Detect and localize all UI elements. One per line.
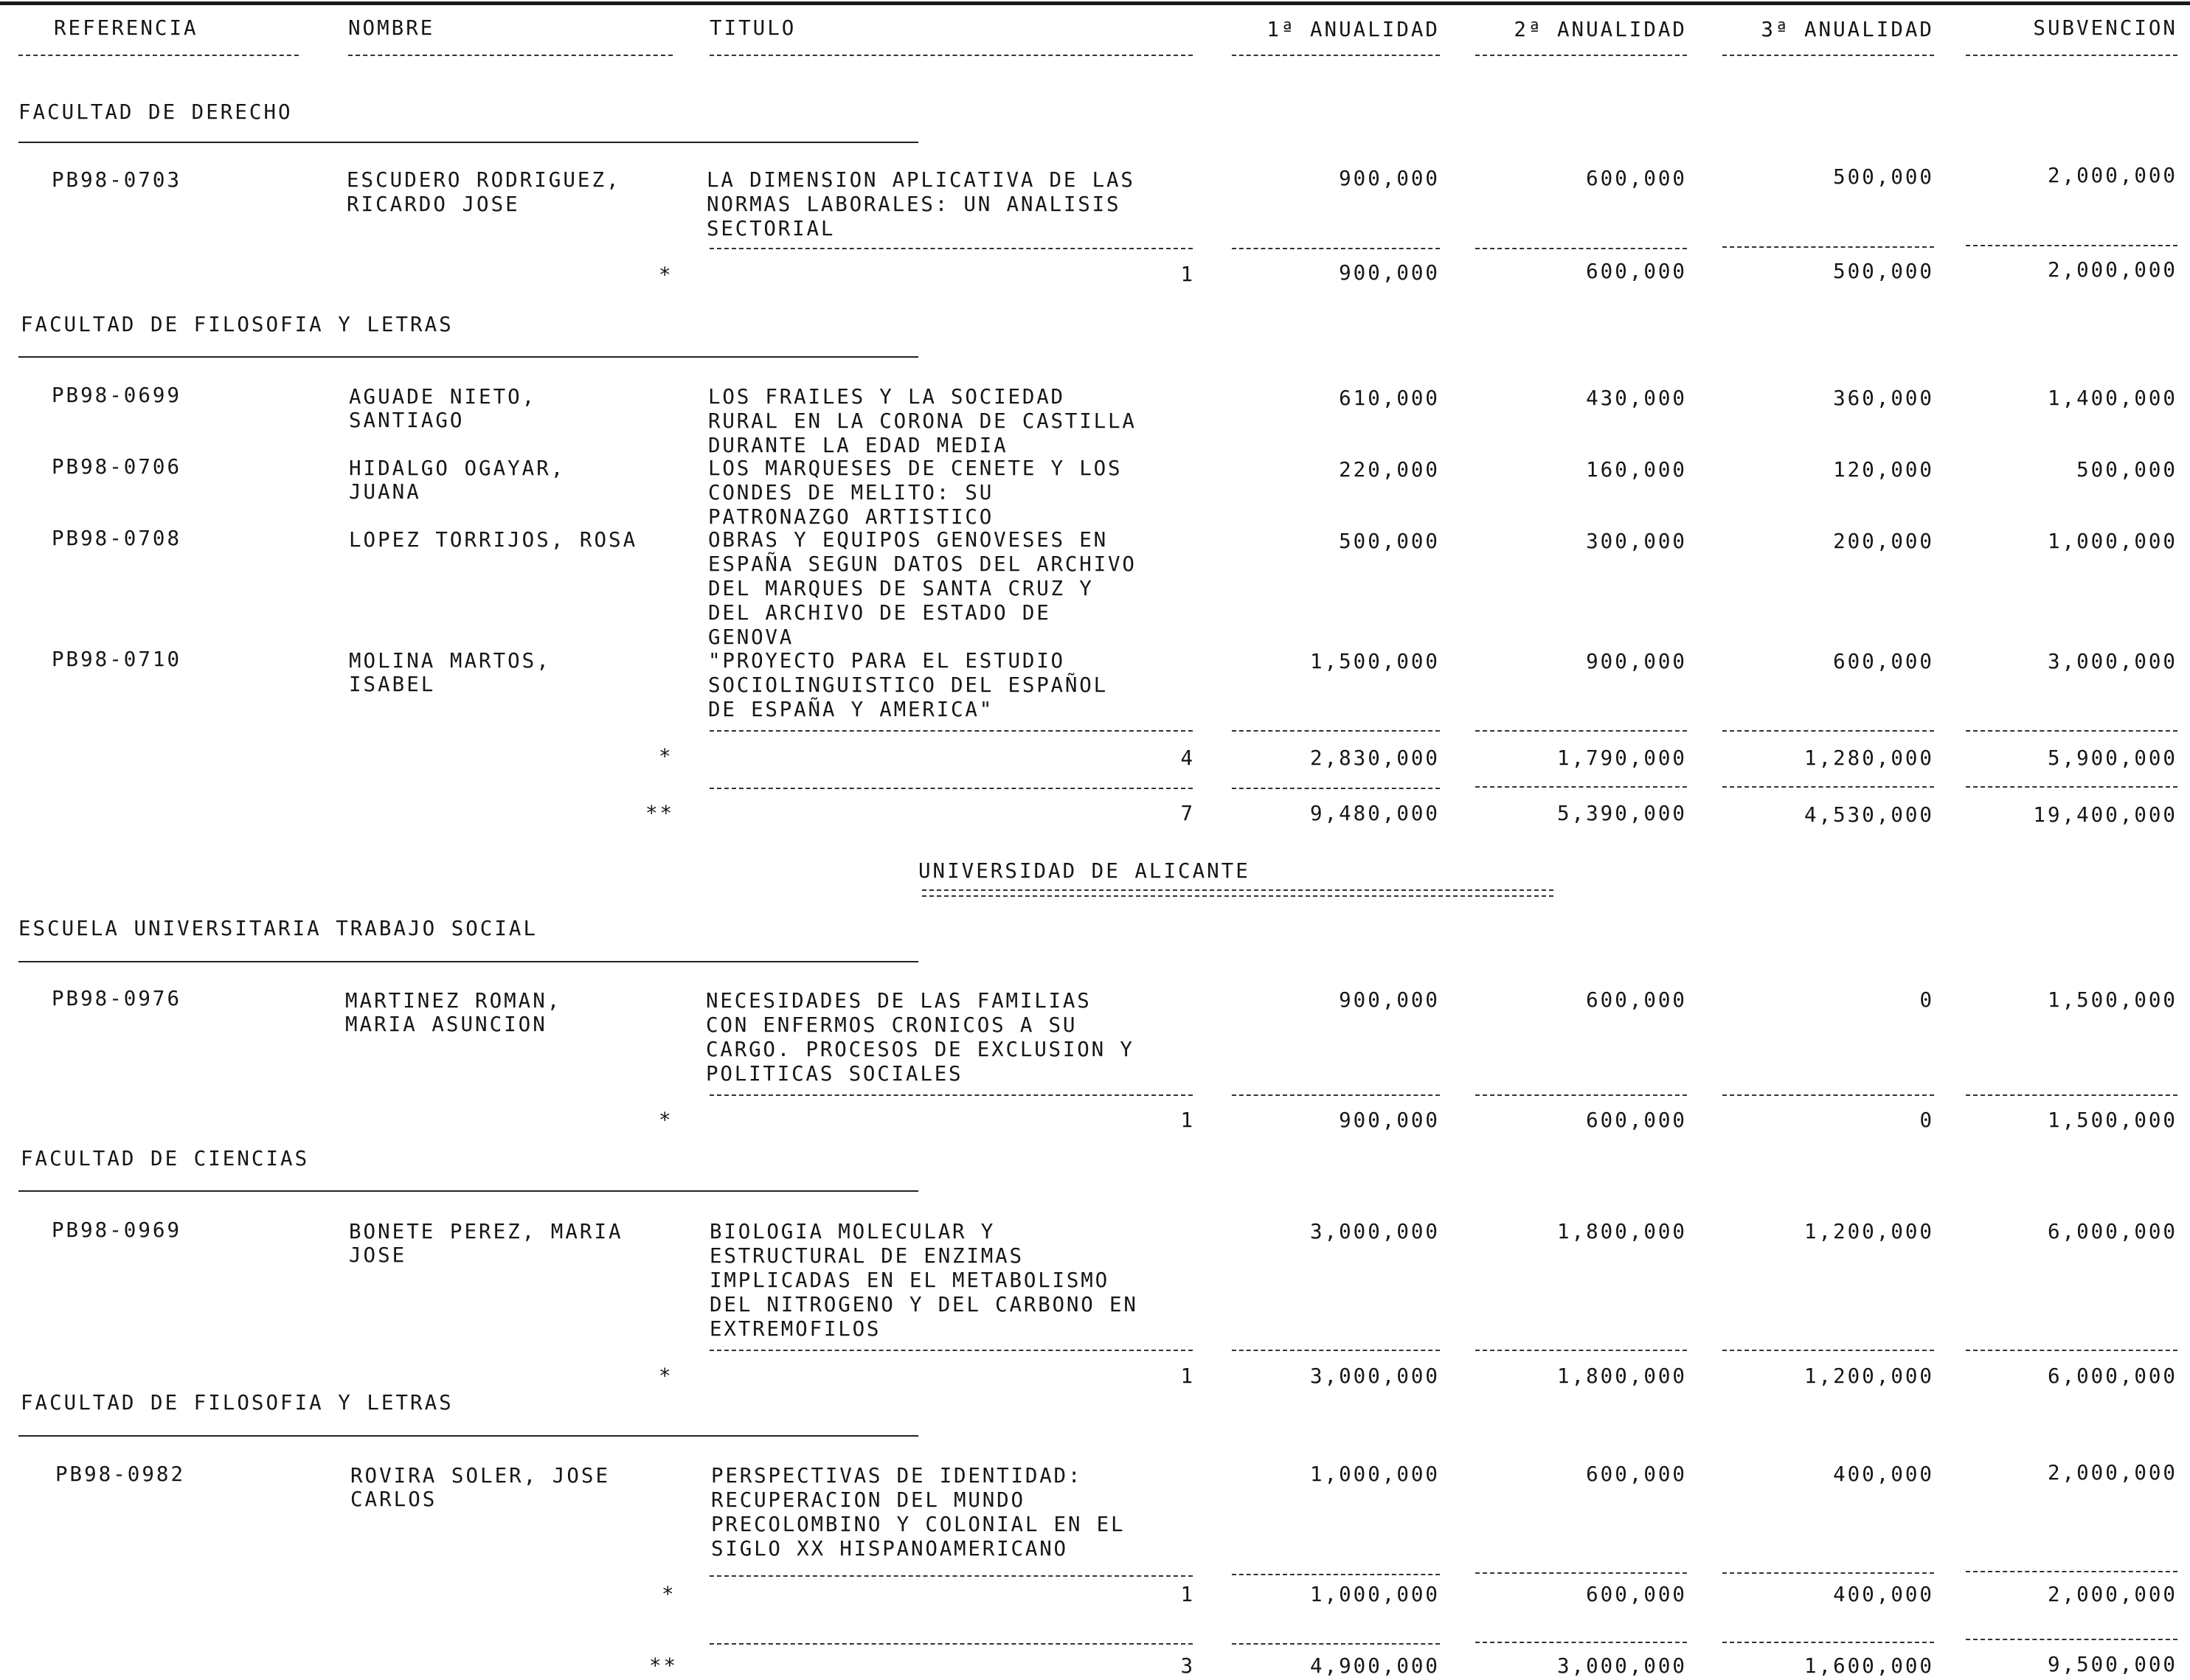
anualidad-3: 600,000 bbox=[1833, 650, 1934, 673]
anualidad-3: 200,000 bbox=[1833, 530, 1934, 553]
anualidad-3: 0 bbox=[1919, 988, 1934, 1012]
anualidad-1: 220,000 bbox=[1339, 458, 1440, 482]
nombre-line: MARTINEZ ROMAN, bbox=[345, 989, 562, 1013]
subtotal-subvencion: 5,900,000 bbox=[2047, 746, 2177, 770]
titulo-line: DEL NITROGENO Y DEL CARBONO EN bbox=[710, 1293, 1138, 1316]
nombre-line: SANTIAGO bbox=[349, 409, 465, 432]
section-title: ESCUELA UNIVERSITARIA TRABAJO SOCIAL bbox=[18, 917, 538, 940]
subtotal-anualidad-3: 500,000 bbox=[1833, 260, 1934, 283]
anualidad-1: 900,000 bbox=[1339, 167, 1440, 190]
subtotal-count: 1 bbox=[1180, 1583, 1195, 1606]
anualidad-2: 600,000 bbox=[1586, 1462, 1687, 1486]
titulo-line: BIOLOGIA MOLECULAR Y bbox=[710, 1220, 996, 1243]
section-underline bbox=[18, 1190, 918, 1192]
subtotal-mark: * bbox=[659, 1364, 673, 1388]
section-title: FACULTAD DE FILOSOFIA Y LETRAS bbox=[21, 313, 454, 336]
nombre-line: MOLINA MARTOS, bbox=[349, 649, 551, 673]
subtotal-anualidad-1: 1,000,000 bbox=[1309, 1583, 1440, 1606]
header-anualidad-1: 1ª ANUALIDAD bbox=[1266, 18, 1440, 41]
subvencion: 2,000,000 bbox=[2047, 1461, 2177, 1485]
subtotal-anualidad-1: 900,000 bbox=[1339, 261, 1440, 285]
titulo-line: ESTRUCTURAL DE ENZIMAS bbox=[710, 1244, 1024, 1268]
subtotal-anualidad-2: 600,000 bbox=[1586, 1583, 1687, 1606]
titulo-line: DEL MARQUES DE SANTA CRUZ Y bbox=[708, 577, 1094, 600]
titulo-line: NORMAS LABORALES: UN ANALISIS bbox=[707, 192, 1121, 216]
grand-total-anualidad-2: 3,000,000 bbox=[1556, 1654, 1687, 1678]
anualidad-1: 500,000 bbox=[1339, 530, 1440, 553]
nombre-line: JUANA bbox=[349, 480, 421, 504]
header-nombre: NOMBRE bbox=[348, 16, 435, 40]
grand-total-anualidad-3: 1,600,000 bbox=[1803, 1654, 1934, 1678]
subtotal-anualidad-3: 400,000 bbox=[1833, 1583, 1934, 1606]
header-anualidad-2: 2ª ANUALIDAD bbox=[1514, 18, 1687, 41]
subvencion: 500,000 bbox=[2076, 458, 2177, 482]
subtotal-mark: * bbox=[659, 1108, 673, 1132]
titulo-line: POLITICAS SOCIALES bbox=[706, 1062, 963, 1086]
subtotal-subvencion: 6,000,000 bbox=[2047, 1364, 2177, 1388]
subtotal-count: 1 bbox=[1180, 263, 1195, 286]
grand-total-mark: ** bbox=[649, 1654, 679, 1678]
university-double-underline bbox=[922, 889, 1553, 897]
subtotal-anualidad-1: 900,000 bbox=[1339, 1108, 1440, 1132]
grand-total-count: 7 bbox=[1180, 802, 1195, 825]
titulo-line: PATRONAZGO ARTISTICO bbox=[708, 505, 994, 529]
section-title: FACULTAD DE FILOSOFIA Y LETRAS bbox=[21, 1391, 454, 1415]
subtotal-anualidad-1: 2,830,000 bbox=[1309, 746, 1440, 770]
section-underline bbox=[18, 961, 918, 962]
titulo-line: SOCIOLINGUISTICO DEL ESPAÑOL bbox=[708, 673, 1108, 697]
referencia: PB98-0706 bbox=[52, 455, 182, 479]
anualidad-2: 430,000 bbox=[1586, 386, 1687, 410]
university-title: UNIVERSIDAD DE ALICANTE bbox=[918, 859, 1250, 883]
subtotal-subvencion: 2,000,000 bbox=[2047, 258, 2177, 282]
referencia: PB98-0969 bbox=[52, 1218, 182, 1242]
header-referencia: REFERENCIA bbox=[54, 16, 198, 40]
grand-total-subvencion: 9,500,000 bbox=[2047, 1653, 2177, 1676]
subtotal-anualidad-2: 600,000 bbox=[1586, 1108, 1687, 1132]
subvencion: 6,000,000 bbox=[2047, 1220, 2177, 1243]
nombre-line: MARIA ASUNCION bbox=[345, 1013, 547, 1036]
titulo-line: LA DIMENSION APLICATIVA DE LAS bbox=[707, 168, 1135, 192]
titulo-line: DE ESPAÑA Y AMERICA" bbox=[708, 698, 994, 721]
nombre-line: HIDALGO OGAYAR, bbox=[349, 457, 566, 480]
referencia: PB98-0710 bbox=[52, 648, 182, 671]
anualidad-1: 1,000,000 bbox=[1309, 1462, 1440, 1486]
titulo-line: "PROYECTO PARA EL ESTUDIO bbox=[708, 649, 1065, 673]
titulo-line: DEL ARCHIVO DE ESTADO DE bbox=[708, 601, 1051, 625]
titulo-line: LOS FRAILES Y LA SOCIEDAD bbox=[708, 385, 1065, 409]
subtotal-count: 1 bbox=[1180, 1364, 1195, 1388]
grand-total-anualidad-2: 5,390,000 bbox=[1556, 802, 1687, 825]
titulo-line: IMPLICADAS EN EL METABOLISMO bbox=[710, 1268, 1109, 1292]
anualidad-2: 900,000 bbox=[1586, 650, 1687, 673]
header-titulo: TITULO bbox=[710, 16, 797, 40]
titulo-line: SECTORIAL bbox=[707, 217, 836, 240]
titulo-line: EXTREMOFILOS bbox=[710, 1317, 881, 1341]
subvencion: 3,000,000 bbox=[2047, 650, 2177, 673]
nombre-line: JOSE bbox=[349, 1243, 407, 1267]
referencia: PB98-0708 bbox=[52, 527, 182, 550]
anualidad-3: 1,200,000 bbox=[1803, 1220, 1934, 1243]
subvencion: 1,400,000 bbox=[2047, 386, 2177, 410]
titulo-line: RURAL EN LA CORONA DE CASTILLA bbox=[708, 409, 1137, 433]
anualidad-2: 600,000 bbox=[1586, 988, 1687, 1012]
subtotal-mark: * bbox=[659, 263, 673, 287]
referencia: PB98-0976 bbox=[52, 987, 182, 1010]
titulo-line: SIGLO XX HISPANOAMERICANO bbox=[711, 1537, 1068, 1561]
grand-total-anualidad-1: 4,900,000 bbox=[1309, 1654, 1440, 1678]
subtotal-anualidad-3: 1,280,000 bbox=[1803, 746, 1934, 770]
nombre-line: ESCUDERO RODRIGUEZ, bbox=[347, 168, 621, 192]
nombre-line: LOPEZ TORRIJOS, ROSA bbox=[349, 528, 638, 552]
anualidad-3: 360,000 bbox=[1833, 386, 1934, 410]
titulo-line: PERSPECTIVAS DE IDENTIDAD: bbox=[711, 1464, 1083, 1488]
grand-total-subvencion: 19,400,000 bbox=[2033, 803, 2177, 827]
grand-total-count: 3 bbox=[1180, 1654, 1195, 1678]
titulo-line: NECESIDADES DE LAS FAMILIAS bbox=[706, 989, 1092, 1013]
section-underline bbox=[18, 142, 918, 143]
grand-total-anualidad-1: 9,480,000 bbox=[1309, 802, 1440, 825]
titulo-line: RECUPERACION DEL MUNDO bbox=[711, 1488, 1025, 1512]
subtotal-anualidad-3: 0 bbox=[1919, 1108, 1934, 1132]
subtotal-count: 4 bbox=[1180, 746, 1195, 770]
anualidad-2: 1,800,000 bbox=[1556, 1220, 1687, 1243]
grand-total-anualidad-3: 4,530,000 bbox=[1803, 803, 1934, 827]
section-underline bbox=[18, 1435, 918, 1437]
anualidad-1: 610,000 bbox=[1339, 386, 1440, 410]
referencia: PB98-0982 bbox=[55, 1462, 186, 1486]
titulo-line: CARGO. PROCESOS DE EXCLUSION Y bbox=[706, 1038, 1134, 1061]
header-anualidad-3: 3ª ANUALIDAD bbox=[1761, 18, 1934, 41]
subtotal-subvencion: 2,000,000 bbox=[2047, 1583, 2177, 1606]
header-subvencion: SUBVENCION bbox=[2033, 16, 2177, 40]
subtotal-anualidad-1: 3,000,000 bbox=[1309, 1364, 1440, 1388]
subvencion: 1,000,000 bbox=[2047, 530, 2177, 553]
titulo-line: CON ENFERMOS CRONICOS A SU bbox=[706, 1013, 1078, 1037]
referencia: PB98-0703 bbox=[52, 168, 182, 192]
anualidad-2: 160,000 bbox=[1586, 458, 1687, 482]
anualidad-2: 600,000 bbox=[1586, 167, 1687, 190]
subtotal-mark: * bbox=[662, 1583, 676, 1606]
grand-total-mark: ** bbox=[645, 802, 675, 825]
nombre-line: CARLOS bbox=[350, 1488, 437, 1511]
titulo-line: ESPAÑA SEGUN DATOS DEL ARCHIVO bbox=[708, 552, 1137, 576]
referencia: PB98-0699 bbox=[52, 383, 182, 407]
anualidad-3: 500,000 bbox=[1833, 165, 1934, 189]
titulo-line: DURANTE LA EDAD MEDIA bbox=[708, 434, 1008, 457]
anualidad-3: 400,000 bbox=[1833, 1462, 1934, 1486]
section-title: FACULTAD DE CIENCIAS bbox=[21, 1147, 310, 1170]
subtotal-anualidad-2: 1,790,000 bbox=[1556, 746, 1687, 770]
nombre-line: ISABEL bbox=[349, 673, 436, 696]
subvencion: 1,500,000 bbox=[2047, 988, 2177, 1012]
anualidad-3: 120,000 bbox=[1833, 458, 1934, 482]
anualidad-1: 1,500,000 bbox=[1309, 650, 1440, 673]
subtotal-mark: * bbox=[659, 745, 673, 768]
nombre-line: BONETE PEREZ, MARIA bbox=[349, 1220, 623, 1243]
subtotal-anualidad-2: 600,000 bbox=[1586, 260, 1687, 283]
titulo-line: PRECOLOMBINO Y COLONIAL EN EL bbox=[711, 1513, 1126, 1536]
section-title: FACULTAD DE DERECHO bbox=[18, 100, 293, 124]
subtotal-count: 1 bbox=[1180, 1108, 1195, 1132]
titulo-line: GENOVA bbox=[708, 625, 794, 649]
section-underline bbox=[18, 356, 918, 358]
subtotal-subvencion: 1,500,000 bbox=[2047, 1108, 2177, 1132]
nombre-line: AGUADE NIETO, bbox=[349, 385, 537, 409]
nombre-line: ROVIRA SOLER, JOSE bbox=[350, 1464, 611, 1488]
subtotal-anualidad-3: 1,200,000 bbox=[1803, 1364, 1934, 1388]
titulo-line: CONDES DE MELITO: SU bbox=[708, 481, 994, 504]
titulo-line: OBRAS Y EQUIPOS GENOVESES EN bbox=[708, 528, 1108, 552]
anualidad-1: 3,000,000 bbox=[1309, 1220, 1440, 1243]
titulo-line: LOS MARQUESES DE CENETE Y LOS bbox=[708, 457, 1123, 480]
anualidad-2: 300,000 bbox=[1586, 530, 1687, 553]
nombre-line: RICARDO JOSE bbox=[347, 192, 520, 216]
subvencion: 2,000,000 bbox=[2047, 164, 2177, 187]
subtotal-anualidad-2: 1,800,000 bbox=[1556, 1364, 1687, 1388]
top-rule bbox=[0, 1, 2190, 5]
anualidad-1: 900,000 bbox=[1339, 988, 1440, 1012]
